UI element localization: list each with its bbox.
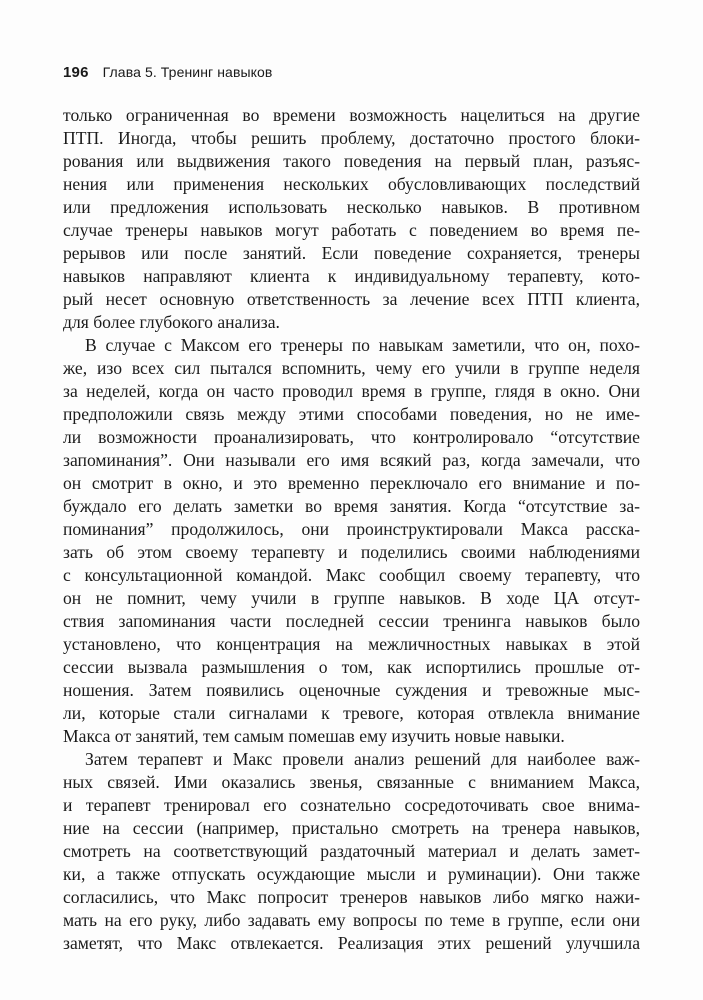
- text-line: рый несет основную ответственность за лечение всех ПТП клиента,: [63, 289, 640, 309]
- text-line: заметят, что Макс отвлекается. Реализация этих решений улучшила: [63, 933, 640, 953]
- page-header: [63, 64, 272, 84]
- text-line: за неделей, когда он часто проводил время в группе, глядя в окно. Они: [63, 381, 640, 401]
- text-line: зать об этом своему терапевту и поделились своими наблюдениями: [63, 542, 640, 562]
- text-line: случае тренеры навыков могут работать с поведением во время пе-: [63, 220, 640, 240]
- text-line: Макса от занятий, тем самым помешав ему изучить новые навыки.: [63, 726, 565, 746]
- text-line: ных связей. Ими оказались звенья, связанные с вниманием Макса,: [63, 772, 640, 792]
- text-line: ли возможности проанализировать, что контролировало “отсутствие: [63, 427, 640, 447]
- text-line: нения или применения нескольких обусловливающих последствий: [63, 174, 640, 194]
- text-line: ки, а также отпускать осуждающие мысли и руминации). Они также: [63, 864, 640, 884]
- text-line: ние на сессии (например, пристально смотреть на тренера навыков,: [63, 818, 640, 838]
- running-head: Глава 5. Тренинг навыков: [102, 64, 273, 80]
- text-line: ли, которые стали сигналами к тревоге, которая отвлекла внимание: [63, 703, 640, 723]
- text-line: ПТП. Иногда, чтобы решить проблему, достаточно простого блоки-: [63, 128, 640, 148]
- text-line: ношения. Затем появились оценочные суждения и тревожные мыс-: [63, 680, 640, 700]
- text-line: В случае с Максом его тренеры по навыкам заметили, что он, похо-: [85, 335, 640, 355]
- text-line: навыков направляют клиента к индивидуальному терапевту, кото-: [63, 266, 640, 286]
- text-line: или предложения использовать несколько навыков. В противном: [63, 197, 640, 217]
- text-line: буждало его делать заметки во время занятия. Когда “отсутствие за-: [63, 496, 640, 516]
- text-line: Затем терапевт и Макс провели анализ решений для наиболее важ-: [85, 749, 640, 769]
- body-text: [63, 104, 640, 955]
- text-line: же, изо всех сил пытался вспомнить, чему его учили в группе неделя: [63, 358, 640, 378]
- text-line: предположили связь между этими способами поведения, но не име-: [63, 404, 640, 424]
- text-line: мать на его руку, либо задавать ему вопросы по теме в группе, если они: [63, 910, 640, 930]
- text-line: для более глубокого анализа.: [63, 312, 280, 332]
- text-line: рования или выдвижения такого поведения на первый план, разъяс-: [63, 151, 640, 171]
- text-line: рерывов или после занятий. Если поведение сохраняется, тренеры: [63, 243, 640, 263]
- text-line: он смотрит в окно, и это временно переключало его внимание и по-: [63, 473, 640, 493]
- text-line: с консультационной командой. Макс сообщил своему терапевту, что: [63, 565, 640, 585]
- text-line: установлено, что концентрация на межличностных навыках в этой: [63, 634, 640, 654]
- text-line: он не помнит, чему учили в группе навыков. В ходе ЦА отсут-: [63, 588, 640, 608]
- text-line: запоминания”. Они называли его имя всякий раз, когда замечали, что: [63, 450, 640, 470]
- text-line: смотреть на соответствующий раздаточный материал и делать замет-: [63, 841, 640, 861]
- page-number: 196: [63, 64, 89, 81]
- text-line: согласились, что Макс попросит тренеров навыков либо мягко нажи-: [63, 887, 640, 907]
- text-line: ствия запоминания части последней сессии тренинга навыков было: [63, 611, 640, 631]
- text-line: сессии вызвала размышления о том, как испортились прошлые от-: [63, 657, 640, 677]
- text-line: поминания” продолжилось, они проинструктировали Макса расска-: [63, 519, 640, 539]
- text-line: и терапевт тренировал его сознательно сосредоточивать свое внима-: [63, 795, 640, 815]
- text-line: только ограниченная во времени возможность нацелиться на другие: [63, 105, 640, 125]
